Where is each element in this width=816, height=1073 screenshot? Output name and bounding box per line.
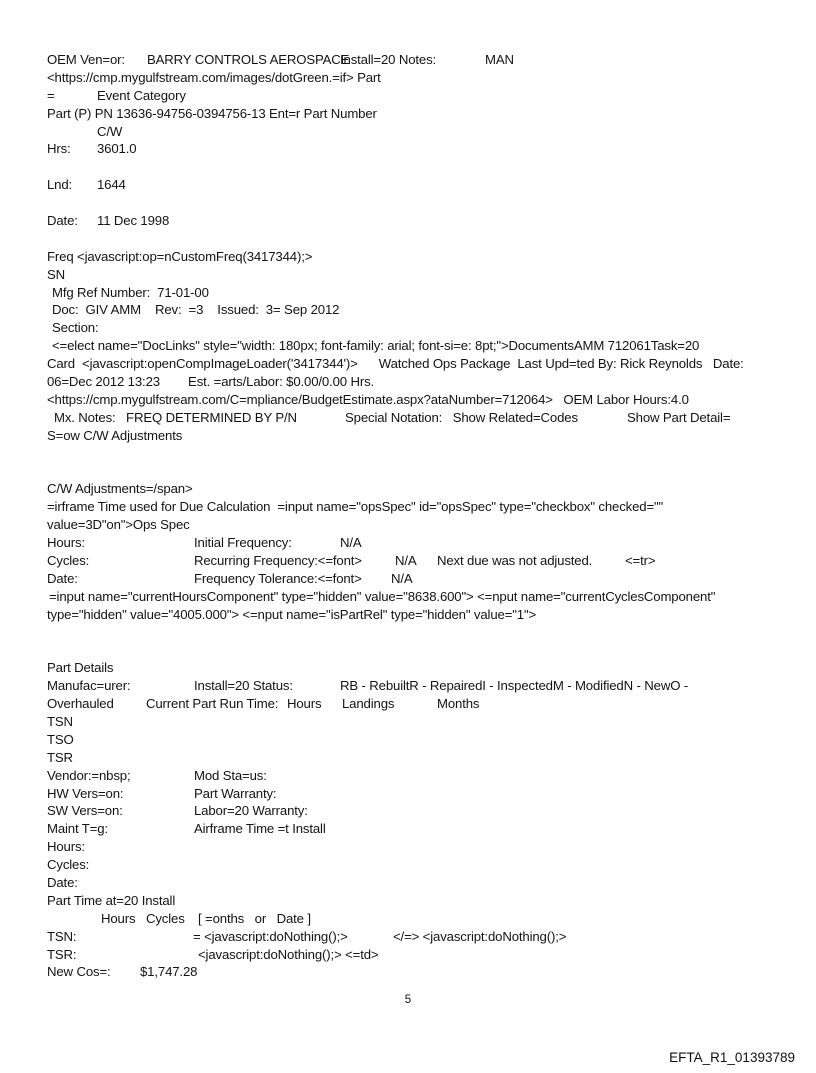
text-line [47, 695, 787, 713]
text-line [47, 677, 787, 695]
text-segment: BARRY CONTROLS AEROSPACE [147, 52, 350, 67]
text-segment: </=> <javascript:doNothing();> [393, 928, 567, 944]
text-segment: TSN: [47, 928, 77, 944]
text-line [47, 355, 787, 373]
text-line [47, 552, 787, 570]
document-id-label: EFTA_R1_01393789 [669, 1050, 795, 1065]
text-segment: <=elect name="DocLinks" style="width: 180px; font-family: arial; font-si=e: 8pt;">DocumentsAMM 712061Task=20 [52, 338, 700, 354]
text-segment: = <javascript:doNothing();> [193, 928, 348, 944]
text-line [47, 480, 787, 498]
text-segment: TSR [47, 749, 73, 765]
text-segment: Hours Cycles [101, 910, 185, 926]
text-segment: RB - RebuiltR - RepairedI - InspectedM - ModifiedN - NewO - [340, 678, 689, 694]
text-segment: Months [437, 696, 480, 712]
text-line [47, 731, 787, 749]
text-segment: Part Time at=20 Install [47, 892, 176, 908]
text-line [47, 606, 787, 624]
text-segment: Hrs: [47, 141, 71, 157]
text-segment: New Cos=: [47, 964, 111, 980]
text-segment: Freq <javascript:op=nCustomFreq(3417344);> [47, 248, 313, 264]
document-body [47, 51, 787, 981]
text-segment: 11 Dec 1998 [97, 213, 170, 229]
text-line [47, 624, 787, 642]
text-segment: Labor=20 Warranty: [194, 803, 308, 819]
text-segment: S=ow C/W Adjustments [47, 427, 183, 443]
text-line [47, 140, 787, 158]
text-line [47, 105, 787, 123]
text-segment: Part (P) PN 13636-94756-0394756-13 Ent=r Part Number [47, 105, 377, 121]
text-line [47, 856, 787, 874]
text-segment: Maint T=g: [47, 821, 108, 837]
text-segment: 1644 [97, 177, 126, 193]
text-line [47, 802, 787, 820]
text-line [47, 194, 787, 212]
text-segment: TSN [47, 713, 73, 729]
text-segment: Special Notation: Show Related=Codes [345, 409, 578, 425]
page-number: 5 [404, 994, 412, 1006]
text-line [47, 534, 787, 552]
text-segment: Recurring Frequency:<=font> [194, 552, 362, 568]
text-segment: <javascript:doNothing();> <=td> [198, 946, 379, 962]
text-segment: Install=20 Status: [194, 678, 293, 694]
text-line [47, 319, 787, 337]
text-segment: N/A [340, 535, 362, 551]
text-line [47, 212, 787, 230]
text-segment: Mod Sta=us: [194, 767, 267, 783]
text-line [47, 373, 787, 391]
text-segment: Show Part Detail= [627, 409, 731, 425]
text-segment: C/W Adjustments=/span> [47, 481, 193, 497]
text-segment: value=3D"on">Ops Spec [47, 517, 190, 533]
text-segment: Card <javascript:openCompImageLoader('3417344')> Watched Ops Package Last Upd=ted By: Rick Reynolds Date: [47, 356, 744, 372]
text-segment: Mfg Ref Number: 71-01-00 [52, 284, 209, 300]
text-line [47, 910, 787, 928]
text-segment: OEM Ven=or: [47, 52, 125, 67]
text-line [47, 516, 787, 534]
text-segment: Current Part Run Time: [146, 696, 279, 712]
text-line [47, 785, 787, 803]
text-line [47, 767, 787, 785]
text-line [47, 641, 787, 659]
text-segment: Hours: [47, 535, 85, 551]
text-segment: Frequency Tolerance:<=font> [194, 570, 362, 586]
text-line [47, 301, 787, 319]
text-line [47, 928, 787, 946]
text-line [47, 820, 787, 838]
text-segment: Airframe Time =t Install [194, 821, 326, 837]
text-segment: 3601.0 [97, 141, 137, 157]
text-line [47, 337, 787, 355]
text-line [47, 713, 787, 731]
text-line [47, 409, 787, 427]
text-segment: Event Category [97, 87, 186, 103]
text-segment: Initial Frequency: [194, 535, 292, 551]
text-segment: Cycles: [47, 857, 90, 873]
text-line [47, 123, 787, 141]
text-segment: SN [47, 266, 66, 282]
text-segment: =irframe Time used for Due Calculation =input name="opsSpec" id="opsSpec" type="checkbox" checked="" [47, 499, 664, 515]
text-line [47, 51, 787, 69]
text-segment: Doc: GIV AMM Rev: =3 Issued: 3= Sep 2012 [52, 302, 340, 318]
text-segment: TSR: [47, 946, 77, 962]
text-segment: <https://cmp.mygulfstream.com/C=mpliance/BudgetEstimate.aspx?ataNumber=712064> OEM Labor Hours:4.0 [47, 391, 689, 407]
text-segment: Mx. Notes: FREQ DETERMINED BY P/N [54, 409, 297, 425]
text-line [47, 87, 787, 105]
text-segment: Part Details [47, 660, 114, 676]
text-line [47, 391, 787, 409]
text-segment: Overhauled [47, 696, 114, 712]
text-segment: N/A [391, 570, 413, 586]
text-segment: Install=20 Notes: [340, 52, 437, 67]
text-segment: Section: [52, 320, 99, 336]
text-segment: C/W [97, 123, 123, 139]
text-segment: = [47, 87, 55, 103]
text-segment: type="hidden" value="4005.000"> <=nput name="isPartRel" type="hidden" value="1"> [47, 606, 537, 622]
text-line [47, 284, 787, 302]
text-line [47, 838, 787, 856]
text-line [47, 498, 787, 516]
text-segment: MAN [485, 52, 514, 67]
text-segment: Landings [342, 696, 395, 712]
text-segment: Next due was not adjusted. [437, 552, 593, 568]
text-segment: TSO [47, 731, 74, 747]
text-segment: N/A [395, 552, 417, 568]
text-line [47, 749, 787, 767]
text-line [47, 445, 787, 463]
text-line [47, 946, 787, 964]
text-line [47, 659, 787, 677]
text-line [47, 158, 787, 176]
text-line [47, 892, 787, 910]
text-line [47, 176, 787, 194]
text-segment: Manufac=urer: [47, 678, 131, 694]
text-segment: 06=Dec 2012 13:23 Est. =arts/Labor: $0.00/0.00 Hrs. [47, 374, 375, 390]
text-line [47, 462, 787, 480]
text-segment: HW Vers=on: [47, 785, 124, 801]
text-line [47, 874, 787, 892]
text-line [47, 248, 787, 266]
text-line [47, 570, 787, 588]
text-segment: Vendor:=nbsp; [47, 767, 131, 783]
text-line [47, 427, 787, 445]
text-line [47, 266, 787, 284]
text-segment: $1,747.28 [140, 964, 198, 980]
text-line [47, 963, 787, 981]
text-segment: Cycles: [47, 552, 90, 568]
text-segment: Part Warranty: [194, 785, 277, 801]
text-segment: SW Vers=on: [47, 803, 123, 819]
text-segment: [ =onths or Date ] [198, 910, 311, 926]
text-segment: Lnd: [47, 177, 73, 193]
text-segment: Hours [287, 696, 322, 712]
text-segment: Hours: [47, 839, 85, 855]
text-segment: <=tr> [625, 552, 656, 568]
text-line [47, 69, 787, 87]
text-segment: <https://cmp.mygulfstream.com/images/dotGreen.=if> Part [47, 69, 381, 85]
text-line [47, 230, 787, 248]
text-line [47, 588, 787, 606]
text-segment: =input name="currentHoursComponent" type="hidden" value="8638.600"> <=nput name="currentCyclesComponent" [49, 588, 716, 604]
text-segment: Date: [47, 213, 78, 229]
text-segment: Date: [47, 570, 78, 586]
text-segment: Date: [47, 874, 78, 890]
